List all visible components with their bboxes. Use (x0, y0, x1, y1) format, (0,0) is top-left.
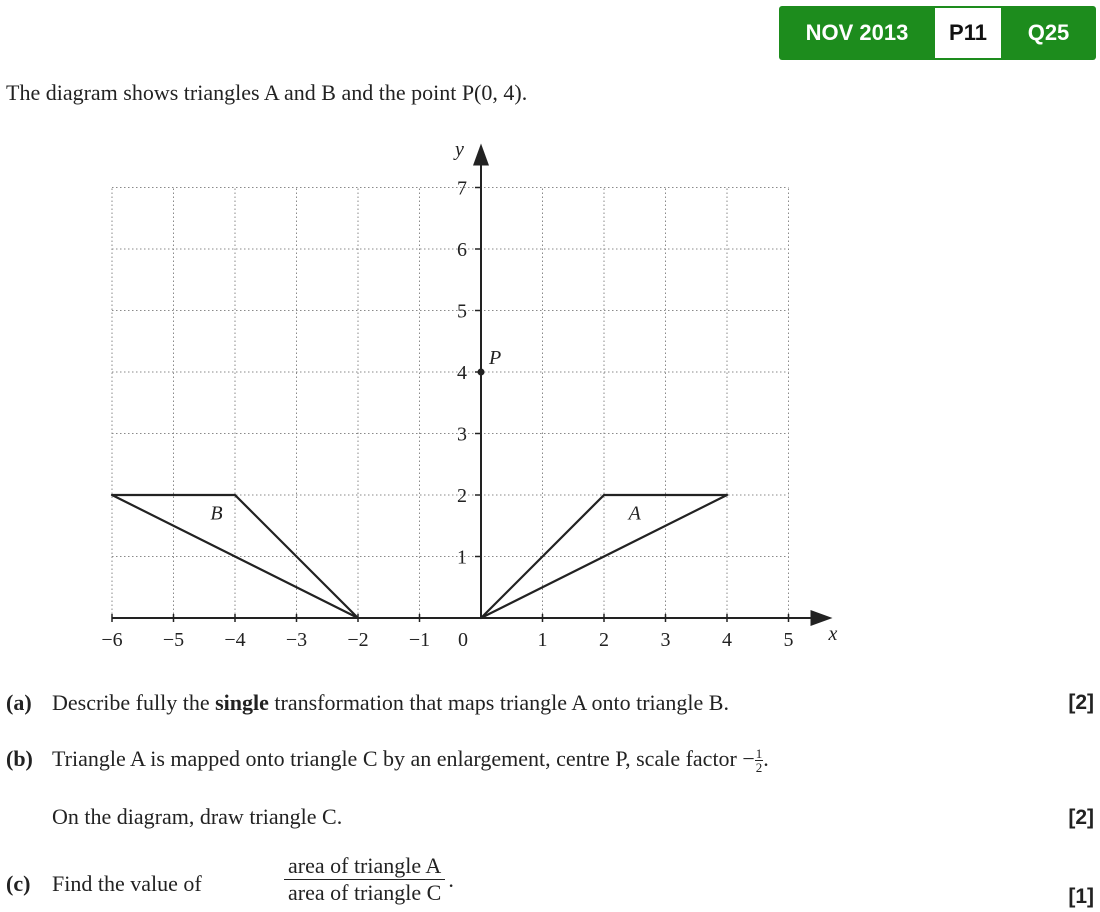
x-tick-label: −1 (408, 629, 431, 651)
point-p-label: P (489, 347, 502, 369)
triangle-a-label: A (628, 502, 641, 525)
area-ratio-fraction (284, 853, 454, 906)
question-a-label: (a) (6, 690, 32, 715)
x-tick-label: 3 (660, 629, 671, 651)
paper-label: P11 (935, 8, 1001, 58)
ratio-denominator: area of triangle C (288, 880, 442, 905)
y-tick-label: 6 (457, 239, 467, 261)
x-tick-label: −4 (224, 629, 246, 651)
question-a-bold: single (215, 690, 269, 715)
intro-text: The diagram shows triangles A and B and the point P(0, 4). (6, 80, 528, 105)
coordinate-diagram (0, 140, 860, 660)
marks-a: [2] (1068, 691, 1094, 714)
triangle-b-label: B (210, 502, 223, 525)
marks-b: [2] (1068, 806, 1094, 829)
marks-c: [1] (1068, 885, 1094, 908)
question-a (6, 690, 729, 716)
x-tick-label: 2 (599, 629, 609, 651)
x-tick-label: 4 (722, 629, 732, 651)
ratio-end: . (448, 866, 454, 892)
y-axis-arrow (473, 144, 489, 166)
question-badge (779, 6, 1096, 60)
ratio-numerator: area of triangle A (284, 853, 445, 880)
x-tick-label: −2 (347, 629, 369, 651)
question-b-instruction: On the diagram, draw triangle C. (52, 804, 343, 829)
x-tick-label: −5 (162, 629, 185, 651)
x-axis-label: x (828, 623, 838, 645)
point-p (478, 369, 485, 376)
y-tick-label: 2 (457, 485, 467, 507)
fraction-denominator: 2 (755, 760, 763, 776)
fraction-numerator: 1 (755, 746, 763, 762)
x-tick-label: 0 (458, 629, 468, 651)
question-c-text: Find the value of (52, 871, 202, 896)
y-tick-label: 1 (457, 546, 467, 569)
x-tick-label: 1 (537, 629, 548, 651)
y-tick-label: 4 (457, 362, 467, 384)
session-label: NOV 2013 (805, 20, 909, 45)
y-tick-label: 3 (457, 423, 467, 446)
x-tick-label: 5 (783, 629, 794, 651)
x-tick-label: −6 (101, 629, 123, 651)
y-tick-label: 7 (457, 177, 467, 200)
question-b-label: (b) (6, 746, 33, 771)
question-b-text: Triangle A is mapped onto triangle C by an enlargement, centre P, scale factor − (52, 746, 755, 771)
x-tick-label: −3 (285, 629, 308, 651)
question-b-end: . (763, 746, 769, 771)
question-c-label: (c) (6, 871, 31, 896)
question-c (6, 871, 202, 897)
question-number: Q25 (1027, 20, 1070, 45)
y-axis-label: y (455, 140, 464, 161)
question-a-text-pre: Describe fully the (52, 690, 216, 715)
question-b (6, 746, 769, 774)
question-a-text-post: transformation that maps triangle A onto triangle B. (268, 690, 729, 715)
y-tick-label: 5 (457, 300, 467, 323)
